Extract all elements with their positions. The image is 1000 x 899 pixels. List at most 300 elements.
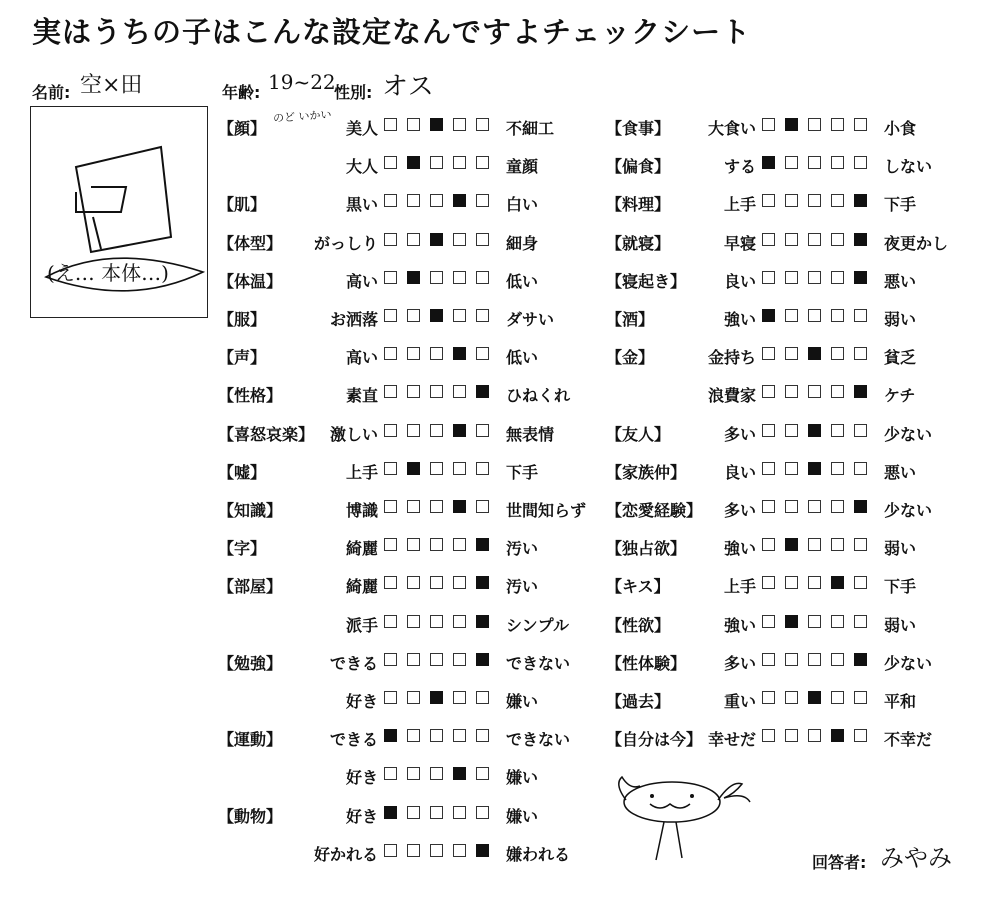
row-right-label: 弱い <box>884 310 917 329</box>
row-right-label: できない <box>506 653 571 673</box>
checklist-row <box>218 265 598 291</box>
row-left-label: 強い <box>723 539 756 559</box>
checklist-row <box>218 150 598 176</box>
row-category: 【嘘】 <box>218 462 267 482</box>
rating-box[interactable] <box>854 615 867 628</box>
rating-box[interactable] <box>407 233 420 246</box>
rating-box[interactable] <box>407 500 420 513</box>
row-left-label: 良い <box>723 271 756 291</box>
rating-box[interactable] <box>430 271 443 284</box>
rating-box[interactable] <box>762 424 775 437</box>
rating-box[interactable] <box>854 118 867 131</box>
checklist-row <box>606 456 986 482</box>
rating-box[interactable] <box>831 500 844 513</box>
rating-box[interactable] <box>430 653 443 666</box>
row-right-label: 夜更かし <box>884 233 949 253</box>
rating-box[interactable] <box>762 729 775 742</box>
rating-box[interactable] <box>854 729 867 742</box>
row-left-label: 激しい <box>329 424 378 444</box>
rating-box[interactable] <box>831 347 844 360</box>
row-right-label: 低い <box>506 271 539 291</box>
row-category: 【体温】 <box>218 271 283 291</box>
row-left-label: 多い <box>723 424 756 444</box>
rating-box-checked[interactable] <box>831 576 844 589</box>
checklist-row <box>606 265 986 291</box>
rating-box[interactable] <box>785 691 798 704</box>
rating-box-checked[interactable] <box>407 271 420 284</box>
row-left-label: お洒落 <box>329 310 378 329</box>
rating-box[interactable] <box>476 767 489 780</box>
row-category: 【就寝】 <box>606 233 671 253</box>
row-right-label: 小食 <box>884 119 917 138</box>
rating-box[interactable] <box>762 233 775 246</box>
rating-box[interactable] <box>384 767 397 780</box>
checklist-row <box>218 609 598 635</box>
rating-box-checked[interactable] <box>453 767 466 780</box>
rating-box-checked[interactable] <box>453 194 466 207</box>
checklist-row <box>606 609 986 635</box>
rating-box[interactable] <box>854 462 867 475</box>
rating-box[interactable] <box>407 767 420 780</box>
rating-box[interactable] <box>384 233 397 246</box>
checklist-row <box>606 418 986 444</box>
row-left-label: 上手 <box>723 195 756 215</box>
checklist-row <box>218 418 598 444</box>
row-right-label: 嫌い <box>506 768 539 788</box>
rating-box[interactable] <box>785 424 798 437</box>
checklist-row <box>218 723 598 749</box>
row-left-label: 黒い <box>345 195 378 215</box>
rating-box-checked[interactable] <box>476 385 489 398</box>
row-right-label: 下手 <box>506 462 539 482</box>
rating-box[interactable] <box>762 500 775 513</box>
rating-box[interactable] <box>808 538 821 551</box>
rating-box[interactable] <box>453 271 466 284</box>
rating-box[interactable] <box>430 729 443 742</box>
rating-box-checked[interactable] <box>785 538 798 551</box>
rating-box[interactable] <box>407 347 420 360</box>
rating-box[interactable] <box>430 767 443 780</box>
row-right-label: 嫌い <box>506 806 539 826</box>
rating-box[interactable] <box>476 500 489 513</box>
rating-box[interactable] <box>785 347 798 360</box>
rating-box[interactable] <box>854 576 867 589</box>
checklist-row <box>218 303 598 329</box>
row-left-label: 高い <box>345 348 378 368</box>
checklist-row <box>218 379 598 405</box>
rating-box[interactable] <box>430 576 443 589</box>
row-right-label: 童顔 <box>506 157 539 177</box>
row-category: 【寝起き】 <box>606 271 687 291</box>
rating-box-checked[interactable] <box>808 424 821 437</box>
rating-box[interactable] <box>430 806 443 819</box>
row-category: 【独占欲】 <box>606 539 687 559</box>
rating-box[interactable] <box>476 309 489 322</box>
rating-box[interactable] <box>785 271 798 284</box>
rating-box[interactable] <box>762 194 775 207</box>
row-right-label: 不幸だ <box>884 730 933 750</box>
row-right-label: 低い <box>506 348 539 368</box>
rating-box[interactable] <box>854 156 867 169</box>
rating-box[interactable] <box>785 309 798 322</box>
rating-box[interactable] <box>407 538 420 551</box>
rating-box-checked[interactable] <box>854 500 867 513</box>
rating-box[interactable] <box>808 233 821 246</box>
row-left-label: 浪費家 <box>707 386 756 406</box>
rating-box[interactable] <box>430 538 443 551</box>
rating-box-checked[interactable] <box>384 806 397 819</box>
row-right-label: 悪い <box>884 462 917 482</box>
rating-box[interactable] <box>453 385 466 398</box>
rating-box[interactable] <box>430 615 443 628</box>
row-left-label: 高い <box>345 271 378 291</box>
row-left-label: 良い <box>723 462 756 482</box>
rating-box[interactable] <box>476 424 489 437</box>
rating-box[interactable] <box>384 653 397 666</box>
checklist-row <box>218 227 598 253</box>
rating-box[interactable] <box>430 462 443 475</box>
page-title: 実はうちの子はこんな設定なんですよチェックシート <box>32 15 752 49</box>
rating-box[interactable] <box>808 615 821 628</box>
row-category: 【自分は今】 <box>606 730 703 750</box>
rating-box-checked[interactable] <box>476 653 489 666</box>
row-right-label: 弱い <box>884 615 917 635</box>
rating-box[interactable] <box>476 233 489 246</box>
rating-box-checked[interactable] <box>808 347 821 360</box>
row-left-label: 博識 <box>345 501 378 520</box>
rating-box-checked[interactable] <box>476 844 489 857</box>
rating-box-checked[interactable] <box>854 385 867 398</box>
row-category: 【部屋】 <box>218 577 283 597</box>
row-left-label: 大人 <box>345 157 378 177</box>
rating-box[interactable] <box>476 806 489 819</box>
row-left-label: 上手 <box>723 577 756 597</box>
rating-box[interactable] <box>476 347 489 360</box>
rating-box[interactable] <box>831 462 844 475</box>
rating-box-checked[interactable] <box>854 233 867 246</box>
avatar-caption: (え… 本体…) <box>47 261 169 285</box>
rating-box[interactable] <box>785 156 798 169</box>
rating-box[interactable] <box>384 500 397 513</box>
rating-box-checked[interactable] <box>430 233 443 246</box>
row-right-label: 悪い <box>884 271 917 291</box>
rating-box[interactable] <box>430 844 443 857</box>
rating-box[interactable] <box>476 156 489 169</box>
row-left-label: 強い <box>723 310 756 329</box>
rating-box[interactable] <box>384 385 397 398</box>
rating-box[interactable] <box>407 309 420 322</box>
row-right-label: 下手 <box>884 577 917 597</box>
rating-box[interactable] <box>430 194 443 207</box>
rating-box-checked[interactable] <box>407 462 420 475</box>
name-label: 名前: <box>32 83 71 102</box>
checklist-row <box>606 647 986 673</box>
rating-box[interactable] <box>384 844 397 857</box>
rating-box[interactable] <box>854 691 867 704</box>
row-category: 【勉強】 <box>218 653 283 673</box>
row-left-label: 幸せだ <box>707 730 756 750</box>
row-left-label: 派手 <box>345 615 378 635</box>
checklist-row <box>218 532 598 558</box>
row-left-label: 重い <box>723 692 756 711</box>
checklist-row <box>606 532 986 558</box>
row-right-label: できない <box>506 730 571 750</box>
name-value: 空×田 <box>80 73 143 98</box>
rating-box[interactable] <box>407 615 420 628</box>
rating-box[interactable] <box>854 538 867 551</box>
row-left-label: 早寝 <box>723 233 756 253</box>
checklist-row <box>606 150 986 176</box>
rating-box-checked[interactable] <box>430 309 443 322</box>
rating-box[interactable] <box>453 309 466 322</box>
row-category: 【恋愛経験】 <box>606 501 703 520</box>
rating-box-checked[interactable] <box>453 500 466 513</box>
rating-box[interactable] <box>453 615 466 628</box>
checklist-row <box>606 112 986 138</box>
rating-box[interactable] <box>854 424 867 437</box>
rating-box[interactable] <box>453 233 466 246</box>
rating-box[interactable] <box>785 500 798 513</box>
rating-box-checked[interactable] <box>453 347 466 360</box>
rating-box-checked[interactable] <box>831 729 844 742</box>
row-right-label: 汚い <box>506 539 539 559</box>
rating-box-checked[interactable] <box>476 615 489 628</box>
rating-box[interactable] <box>808 118 821 131</box>
rating-box[interactable] <box>808 576 821 589</box>
row-right-label: しない <box>884 157 933 177</box>
character-doodle-icon <box>612 772 762 867</box>
gender-label: 性別: <box>334 83 373 102</box>
row-category: 【偏食】 <box>606 157 671 177</box>
row-left-label: 強い <box>723 615 756 635</box>
rating-box[interactable] <box>430 156 443 169</box>
rating-box[interactable] <box>407 729 420 742</box>
rating-box[interactable] <box>476 194 489 207</box>
row-right-label: 無表情 <box>506 424 555 444</box>
rating-box[interactable] <box>762 385 775 398</box>
rating-box[interactable] <box>831 118 844 131</box>
row-category: 【動物】 <box>218 806 283 826</box>
rating-box[interactable] <box>476 691 489 704</box>
rating-box-checked[interactable] <box>854 653 867 666</box>
rating-box[interactable] <box>476 118 489 131</box>
row-right-label: 少ない <box>884 424 933 444</box>
rating-box-checked[interactable] <box>453 424 466 437</box>
row-category: 【食事】 <box>606 119 671 138</box>
rating-box[interactable] <box>762 538 775 551</box>
rating-box[interactable] <box>476 729 489 742</box>
row-right-label: 弱い <box>884 539 917 559</box>
row-right-label: 白い <box>506 195 539 215</box>
row-category: 【家族仲】 <box>606 462 687 482</box>
rating-box[interactable] <box>762 653 775 666</box>
row-category: 【肌】 <box>218 195 267 215</box>
row-category: 【顔】 <box>218 119 267 138</box>
rating-box[interactable] <box>831 309 844 322</box>
rating-box[interactable] <box>762 118 775 131</box>
rating-box[interactable] <box>384 347 397 360</box>
rating-box[interactable] <box>831 385 844 398</box>
rating-box-checked[interactable] <box>762 309 775 322</box>
row-left-label: 金持ち <box>707 348 756 368</box>
row-right-label: 細身 <box>506 233 539 253</box>
row-right-label: 平和 <box>884 692 917 711</box>
checklist-row <box>606 570 986 596</box>
rating-box[interactable] <box>831 653 844 666</box>
checklist-row <box>218 188 598 214</box>
row-category: 【服】 <box>218 310 267 329</box>
rating-box-checked[interactable] <box>785 118 798 131</box>
rating-box-checked[interactable] <box>430 118 443 131</box>
rating-box-checked[interactable] <box>854 194 867 207</box>
checklist-row <box>218 838 598 864</box>
rating-box[interactable] <box>384 538 397 551</box>
rating-box[interactable] <box>808 271 821 284</box>
rating-box[interactable] <box>384 424 397 437</box>
row-left-label: 美人 <box>345 119 378 138</box>
rating-box-checked[interactable] <box>407 156 420 169</box>
rating-box[interactable] <box>407 576 420 589</box>
rating-box[interactable] <box>831 424 844 437</box>
rating-box[interactable] <box>407 653 420 666</box>
checklist-row <box>218 494 598 520</box>
rating-box[interactable] <box>407 691 420 704</box>
rating-box[interactable] <box>808 385 821 398</box>
checklist-row <box>606 188 986 214</box>
rating-box[interactable] <box>785 462 798 475</box>
rating-box[interactable] <box>453 462 466 475</box>
row-category: 【知識】 <box>218 501 283 520</box>
checklist-row <box>218 800 598 826</box>
face-note: のど いかい <box>272 107 332 126</box>
rating-box-checked[interactable] <box>808 691 821 704</box>
rating-box[interactable] <box>831 691 844 704</box>
rating-box[interactable] <box>762 462 775 475</box>
rating-box[interactable] <box>407 844 420 857</box>
rating-box[interactable] <box>831 233 844 246</box>
row-right-label: 少ない <box>884 501 933 520</box>
row-category: 【キス】 <box>606 577 670 597</box>
rating-box[interactable] <box>384 156 397 169</box>
rating-box[interactable] <box>785 729 798 742</box>
row-category: 【酒】 <box>606 310 655 329</box>
rating-box[interactable] <box>453 691 466 704</box>
rating-box[interactable] <box>808 194 821 207</box>
rating-box[interactable] <box>808 156 821 169</box>
checklist-row <box>606 723 986 749</box>
rating-box-checked[interactable] <box>384 729 397 742</box>
rating-box[interactable] <box>384 462 397 475</box>
rating-box[interactable] <box>407 194 420 207</box>
rating-box[interactable] <box>831 194 844 207</box>
row-right-label: ケチ <box>884 386 916 406</box>
rating-box[interactable] <box>785 653 798 666</box>
rating-box-checked[interactable] <box>476 576 489 589</box>
rating-box[interactable] <box>453 729 466 742</box>
rating-box[interactable] <box>430 424 443 437</box>
row-left-label: する <box>723 157 756 177</box>
rating-box[interactable] <box>854 309 867 322</box>
rating-box[interactable] <box>384 271 397 284</box>
rating-box-checked[interactable] <box>476 538 489 551</box>
checklist-row <box>606 341 986 367</box>
row-category: 【性体験】 <box>606 653 687 673</box>
row-left-label: 綺麗 <box>345 577 378 597</box>
rating-box[interactable] <box>831 271 844 284</box>
rating-box[interactable] <box>453 118 466 131</box>
row-category: 【性欲】 <box>606 615 671 635</box>
rating-box[interactable] <box>762 347 775 360</box>
rating-box[interactable] <box>407 806 420 819</box>
rating-box[interactable] <box>407 385 420 398</box>
rating-box-checked[interactable] <box>785 615 798 628</box>
rating-box[interactable] <box>407 118 420 131</box>
rating-box[interactable] <box>453 653 466 666</box>
rating-box[interactable] <box>453 806 466 819</box>
rating-box[interactable] <box>785 385 798 398</box>
rating-box[interactable] <box>785 233 798 246</box>
rating-box[interactable] <box>762 576 775 589</box>
rating-box-checked[interactable] <box>762 156 775 169</box>
checklist-row <box>606 685 986 711</box>
rating-box[interactable] <box>384 615 397 628</box>
rating-box[interactable] <box>785 576 798 589</box>
rating-box[interactable] <box>476 271 489 284</box>
rating-box[interactable] <box>808 729 821 742</box>
rating-box[interactable] <box>762 615 775 628</box>
rating-box[interactable] <box>384 309 397 322</box>
rating-box-checked[interactable] <box>430 691 443 704</box>
rating-box[interactable] <box>384 691 397 704</box>
rating-box[interactable] <box>453 576 466 589</box>
rating-box[interactable] <box>453 156 466 169</box>
rating-box-checked[interactable] <box>808 462 821 475</box>
row-right-label: 下手 <box>884 195 917 215</box>
rating-box[interactable] <box>808 653 821 666</box>
rating-box[interactable] <box>384 194 397 207</box>
rating-box[interactable] <box>453 844 466 857</box>
rating-box[interactable] <box>453 538 466 551</box>
checklist-row <box>606 227 986 253</box>
rating-box[interactable] <box>762 691 775 704</box>
rating-box[interactable] <box>831 538 844 551</box>
row-category: 【性格】 <box>218 386 283 406</box>
rating-box-checked[interactable] <box>854 271 867 284</box>
rating-box[interactable] <box>430 347 443 360</box>
rating-box[interactable] <box>808 500 821 513</box>
rating-box[interactable] <box>407 424 420 437</box>
age-value: 19~22 <box>268 70 336 94</box>
row-left-label: 好かれる <box>313 844 378 864</box>
row-right-label: 汚い <box>506 577 539 597</box>
rating-box[interactable] <box>430 500 443 513</box>
rating-box[interactable] <box>854 347 867 360</box>
rating-box[interactable] <box>384 118 397 131</box>
row-left-label: 好き <box>345 692 378 711</box>
rating-box[interactable] <box>476 462 489 475</box>
rating-box[interactable] <box>762 271 775 284</box>
checklist-row <box>218 456 598 482</box>
rating-box[interactable] <box>831 615 844 628</box>
row-right-label: 不細工 <box>506 119 555 138</box>
rating-box[interactable] <box>430 385 443 398</box>
rating-box[interactable] <box>831 156 844 169</box>
age-label: 年齢: <box>222 83 261 102</box>
rating-box[interactable] <box>785 194 798 207</box>
rating-box[interactable] <box>808 309 821 322</box>
gender-value: オス <box>382 72 434 102</box>
rating-box[interactable] <box>384 576 397 589</box>
